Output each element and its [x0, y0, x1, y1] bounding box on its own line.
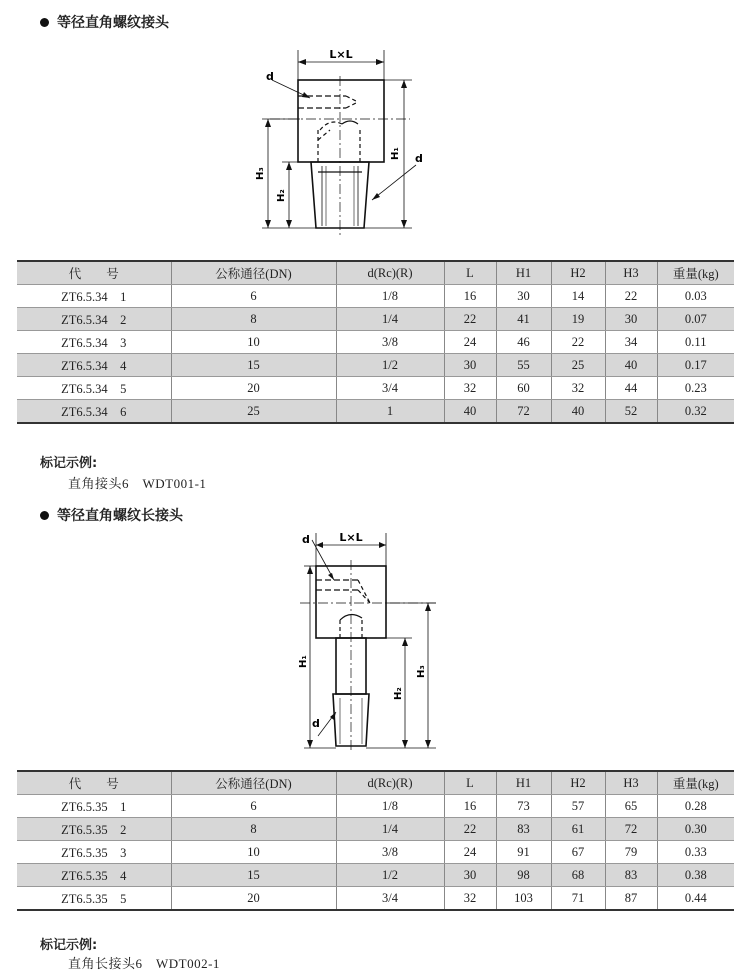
header-dn: 公称通径(DN) [171, 261, 336, 285]
cell: 40 [551, 400, 605, 424]
dim-label-h3: H₃ [416, 665, 427, 678]
dim-label-d-bottom: d [415, 152, 423, 165]
header-l: L [444, 261, 496, 285]
cell: 30 [605, 308, 657, 331]
cell: ZT6.5.35 4 [17, 864, 171, 887]
cell: 1/8 [336, 285, 444, 308]
fitting-diagram-1 [240, 42, 440, 242]
cell: 61 [551, 818, 605, 841]
cell: 15 [171, 354, 336, 377]
header-weight: 重量(kg) [657, 771, 734, 795]
cell: 91 [496, 841, 551, 864]
header-h1: H1 [496, 261, 551, 285]
cell: 15 [171, 864, 336, 887]
dim-label-h3: H₃ [255, 167, 266, 180]
cell: 55 [496, 354, 551, 377]
cell: 52 [605, 400, 657, 424]
cell: 72 [496, 400, 551, 424]
cell: 98 [496, 864, 551, 887]
table-header-row [17, 771, 734, 795]
cell: 24 [444, 331, 496, 354]
dim-label-d-bottom: d [312, 717, 320, 730]
cell: 0.23 [657, 377, 734, 400]
header-weight: 重量(kg) [657, 261, 734, 285]
cell: 40 [444, 400, 496, 424]
section-title-2 [40, 505, 183, 525]
cell: 40 [605, 354, 657, 377]
spec-table-2 [17, 770, 734, 911]
header-l: L [444, 771, 496, 795]
cell: ZT6.5.35 2 [17, 818, 171, 841]
cell: 71 [551, 887, 605, 911]
cell: 32 [444, 887, 496, 911]
dim-label-top: L×L [339, 531, 363, 544]
cell: 1/4 [336, 818, 444, 841]
cell: ZT6.5.35 1 [17, 795, 171, 818]
marking-example-label: 标记示例: [40, 938, 98, 953]
cell: 16 [444, 285, 496, 308]
dim-label-h2: H₂ [393, 687, 404, 700]
cell: ZT6.5.34 6 [17, 400, 171, 424]
table-row [17, 285, 734, 308]
cell: 22 [444, 308, 496, 331]
cell: 68 [551, 864, 605, 887]
cell: 0.30 [657, 818, 734, 841]
table-row [17, 400, 734, 424]
cell: 10 [171, 331, 336, 354]
table-header-row [17, 261, 734, 285]
cell: 103 [496, 887, 551, 911]
table-row [17, 864, 734, 887]
bullet-icon [40, 511, 49, 520]
cell: 8 [171, 308, 336, 331]
table-row [17, 354, 734, 377]
table-row [17, 887, 734, 911]
header-h3: H3 [605, 771, 657, 795]
section-title-text: 等径直角螺纹长接头 [57, 508, 183, 524]
cell: 22 [605, 285, 657, 308]
bullet-icon [40, 18, 49, 27]
cell: ZT6.5.35 5 [17, 887, 171, 911]
table-row [17, 331, 734, 354]
cell: 20 [171, 377, 336, 400]
cell: 32 [551, 377, 605, 400]
cell: 0.44 [657, 887, 734, 911]
cell: 79 [605, 841, 657, 864]
cell: 8 [171, 818, 336, 841]
dim-label-h1: H₁ [298, 655, 309, 668]
header-dn: 公称通径(DN) [171, 771, 336, 795]
cell: 24 [444, 841, 496, 864]
cell: 73 [496, 795, 551, 818]
cell: 83 [496, 818, 551, 841]
marking-example-label: 标记示例: [40, 456, 98, 471]
cell: 0.33 [657, 841, 734, 864]
header-code: 代 号 [17, 771, 171, 795]
cell: 3/8 [336, 841, 444, 864]
cell: 0.17 [657, 354, 734, 377]
marking-example-text: 直角接头6 WDT001-1 [68, 476, 207, 491]
header-d: d(Rc)(R) [336, 261, 444, 285]
cell: 72 [605, 818, 657, 841]
cell: 60 [496, 377, 551, 400]
cell: 0.32 [657, 400, 734, 424]
header-h2: H2 [551, 771, 605, 795]
cell: 3/4 [336, 377, 444, 400]
cell: 25 [551, 354, 605, 377]
cell: 46 [496, 331, 551, 354]
section-title-text: 等径直角螺纹接头 [57, 15, 169, 31]
cell: 6 [171, 285, 336, 308]
cell: 1/8 [336, 795, 444, 818]
cell: 16 [444, 795, 496, 818]
header-code: 代 号 [17, 261, 171, 285]
cell: ZT6.5.34 4 [17, 354, 171, 377]
fitting-diagram-2 [290, 525, 450, 765]
marking-example-text: 直角长接头6 WDT002-1 [68, 956, 220, 971]
cell: 1/2 [336, 354, 444, 377]
cell: 3/8 [336, 331, 444, 354]
dim-label-top: L×L [329, 48, 353, 61]
cell: 83 [605, 864, 657, 887]
cell: ZT6.5.35 3 [17, 841, 171, 864]
cell: 65 [605, 795, 657, 818]
dim-label-h2: H₂ [276, 189, 287, 202]
cell: ZT6.5.34 3 [17, 331, 171, 354]
cell: 3/4 [336, 887, 444, 911]
cell: 1/2 [336, 864, 444, 887]
dim-label-h1: H₁ [390, 147, 401, 160]
cell: 1 [336, 400, 444, 424]
table-row [17, 841, 734, 864]
header-h1: H1 [496, 771, 551, 795]
cell: 0.03 [657, 285, 734, 308]
dim-label-d-top: d [266, 70, 274, 83]
cell: 57 [551, 795, 605, 818]
cell: 10 [171, 841, 336, 864]
header-d: d(Rc)(R) [336, 771, 444, 795]
cell: ZT6.5.34 1 [17, 285, 171, 308]
cell: ZT6.5.34 5 [17, 377, 171, 400]
header-h3: H3 [605, 261, 657, 285]
dim-label-d-top: d [302, 533, 310, 546]
table-row [17, 308, 734, 331]
cell: 1/4 [336, 308, 444, 331]
cell: 30 [444, 354, 496, 377]
cell: 34 [605, 331, 657, 354]
cell: 6 [171, 795, 336, 818]
cell: 19 [551, 308, 605, 331]
table-row [17, 795, 734, 818]
header-h2: H2 [551, 261, 605, 285]
cell: 44 [605, 377, 657, 400]
cell: 25 [171, 400, 336, 424]
cell: 14 [551, 285, 605, 308]
cell: 0.11 [657, 331, 734, 354]
cell: 30 [496, 285, 551, 308]
cell: 67 [551, 841, 605, 864]
section-title-1 [40, 12, 169, 32]
cell: 87 [605, 887, 657, 911]
cell: 32 [444, 377, 496, 400]
cell: 0.28 [657, 795, 734, 818]
cell: 22 [444, 818, 496, 841]
cell: ZT6.5.34 2 [17, 308, 171, 331]
cell: 0.38 [657, 864, 734, 887]
table-row [17, 377, 734, 400]
cell: 41 [496, 308, 551, 331]
cell: 20 [171, 887, 336, 911]
cell: 0.07 [657, 308, 734, 331]
table-row [17, 818, 734, 841]
cell: 30 [444, 864, 496, 887]
cell: 22 [551, 331, 605, 354]
spec-table-1 [17, 260, 734, 424]
